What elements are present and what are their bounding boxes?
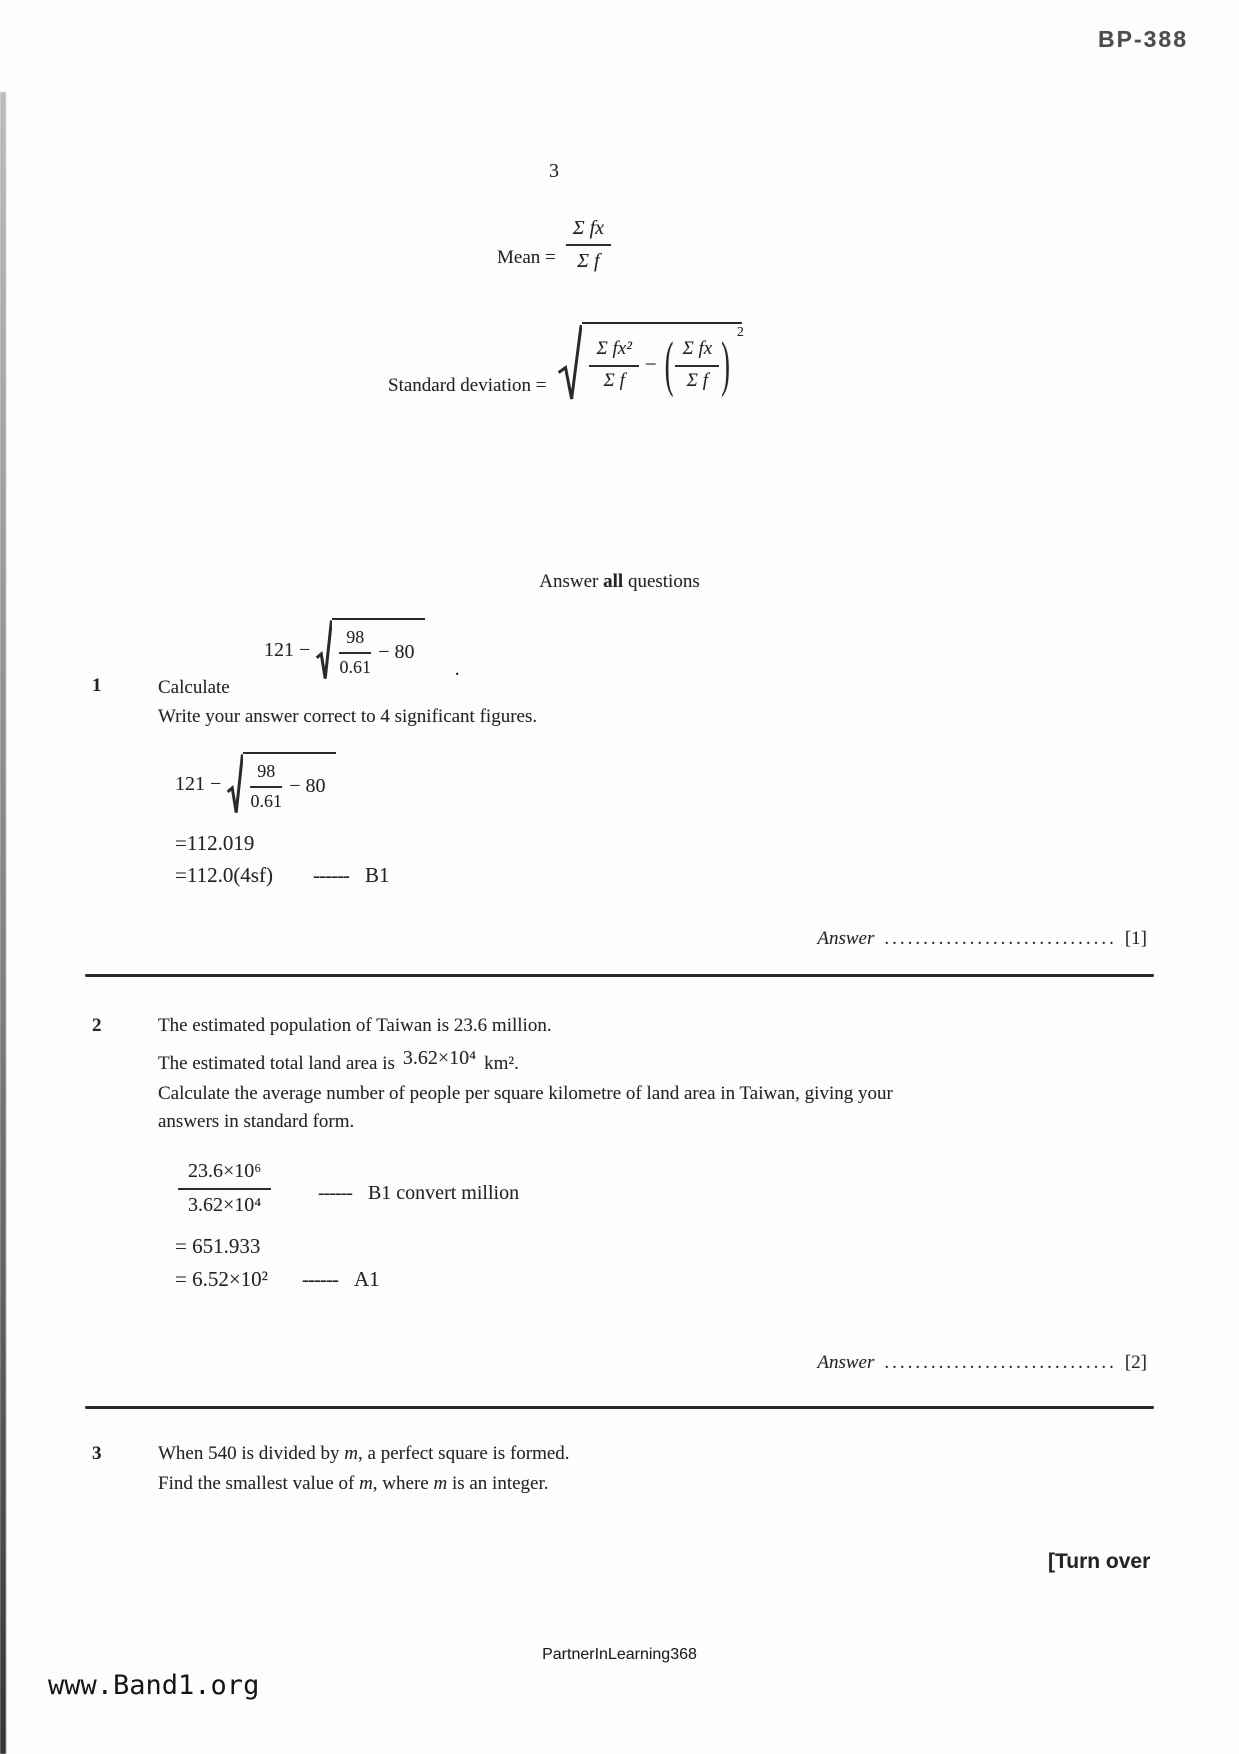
- q2-line4: answers in standard form.: [158, 1111, 355, 1132]
- q1-work-denominator: 0.61: [250, 791, 283, 812]
- q2-line3: Calculate the average number of people per square kilometre of land area in Taiwan, giving your: [158, 1083, 893, 1104]
- q1-working-line2: =112.019: [175, 831, 255, 855]
- q1-square-root: [315, 618, 424, 682]
- q1-expr-period: .: [454, 657, 460, 680]
- sd-fraction-2: [675, 336, 719, 393]
- q1-work-square-root: [226, 752, 335, 816]
- q2-working-line2: = 651.933: [175, 1234, 261, 1258]
- q2-line2-post: km².: [484, 1053, 519, 1074]
- q2-working-line3: [175, 1266, 380, 1293]
- mark-dashes: ------: [318, 1182, 352, 1204]
- q3-line2-post: is an integer.: [447, 1473, 549, 1494]
- q1-working-line3: [175, 862, 389, 889]
- sd-formula: [388, 322, 742, 403]
- q1-work-numerator: 98: [250, 759, 282, 788]
- q1-work-fraction: [250, 759, 282, 814]
- q1-work-lead: 121 −: [175, 772, 222, 795]
- q1-work-radicand: [243, 752, 335, 816]
- q2-answer-line: [0, 1352, 1147, 1374]
- sd-paren-group: [663, 325, 744, 398]
- right-paren: ): [721, 329, 730, 398]
- q3-line1: [158, 1442, 570, 1467]
- q2-frac-denominator: 3.62×10⁴: [188, 1194, 262, 1216]
- sd-frac2-denominator: Σ f: [686, 370, 708, 391]
- mean-label: Mean =: [497, 247, 556, 269]
- q2-line1: The estimated population of Taiwan is 23.6 million.: [158, 1015, 552, 1036]
- q3-line2: [158, 1472, 549, 1497]
- heading-post: questions: [623, 571, 700, 592]
- q1-expr-numerator: 98: [339, 625, 371, 654]
- q2-number: 2: [92, 1015, 102, 1036]
- sd-exponent: 2: [736, 325, 744, 341]
- section-divider: [85, 974, 1154, 977]
- q1-work-tail: − 80: [289, 775, 326, 798]
- radical-sign-icon: [315, 618, 332, 682]
- page-number: 3: [549, 160, 559, 182]
- q1-expr-tail: − 80: [378, 641, 415, 664]
- q1-answer-line: [0, 928, 1147, 950]
- q1-number: 1: [92, 675, 102, 696]
- mark-dashes: ------: [301, 1267, 338, 1291]
- q3-line2-mid: , where: [372, 1473, 434, 1494]
- q1-work-result: =112.0(4sf): [175, 863, 273, 887]
- sd-frac1-denominator: Σ f: [603, 370, 625, 391]
- mean-denominator: Σ f: [577, 250, 600, 272]
- doc-code: BP-388: [1098, 26, 1188, 52]
- q2-mark-row1: [318, 1180, 519, 1206]
- q1-expression: [264, 618, 460, 682]
- q1-radicand: [332, 618, 424, 682]
- heading-pre: Answer: [539, 571, 604, 592]
- sd-square-root: [556, 322, 744, 403]
- q3-line1-pre: When 540 is divided by: [158, 1443, 345, 1464]
- sd-radicand: [582, 322, 744, 403]
- q2-working-fraction: [178, 1158, 271, 1217]
- sd-minus-sign: −: [644, 352, 657, 377]
- q1-expr-lead: 121 −: [264, 638, 311, 661]
- footer-watermark: PartnerInLearning368: [542, 1646, 697, 1663]
- q3-line1-post: , a perfect square is formed.: [358, 1443, 570, 1464]
- q1-expr-fraction: [339, 625, 371, 680]
- q1-calculate-label: Calculate: [158, 677, 230, 698]
- q2-mark1-code: B1 convert million: [367, 1182, 520, 1204]
- q3-number: 3: [92, 1443, 102, 1464]
- q3-variable-m: m: [433, 1473, 448, 1494]
- q1-mark-code: B1: [364, 863, 390, 887]
- answer-marks: [2]: [1124, 1352, 1147, 1373]
- scan-edge-artifact: [0, 92, 6, 1754]
- q3-variable-m: m: [344, 1443, 359, 1464]
- footer-site-url: www.Band1.org: [48, 1670, 260, 1701]
- radical-sign-icon: [556, 322, 582, 403]
- answer-dots: ..............................: [884, 1352, 1117, 1373]
- q1-working-expression: [175, 752, 336, 816]
- section-heading: [0, 570, 1239, 595]
- radical-sign-icon: [226, 752, 243, 816]
- q3-variable-m: m: [359, 1473, 373, 1494]
- q1-expr-denominator: 0.61: [339, 657, 372, 678]
- q2-line2: [158, 1047, 519, 1077]
- q2-frac-numerator: 23.6×10⁶: [178, 1158, 271, 1190]
- sd-frac1-numerator: Σ fx²: [589, 336, 638, 367]
- mean-numerator: Σ fx: [566, 214, 611, 246]
- q2-mark2-code: A1: [353, 1267, 380, 1291]
- answer-label: Answer: [817, 928, 875, 949]
- q2-line2-pre: The estimated total land area is: [158, 1053, 395, 1074]
- q1-instruction: Write your answer correct to 4 significant figures.: [158, 706, 538, 727]
- q2-land-area-value: 3.62×10⁴: [402, 1047, 477, 1069]
- q2-work-result: = 6.52×10²: [175, 1267, 268, 1291]
- left-paren: (: [664, 329, 674, 398]
- answer-marks: [1]: [1124, 928, 1147, 949]
- mean-fraction: [566, 214, 611, 274]
- mean-formula: [497, 214, 611, 274]
- sd-frac2-numerator: Σ fx: [675, 336, 719, 367]
- section-divider: [85, 1406, 1154, 1409]
- heading-bold: all: [603, 571, 624, 592]
- answer-label: Answer: [817, 1352, 875, 1373]
- turn-over-label: [Turn over: [1048, 1550, 1151, 1573]
- sd-fraction-1: [589, 336, 638, 393]
- answer-dots: ..............................: [884, 928, 1117, 949]
- mark-dashes: ------: [312, 863, 349, 887]
- q3-line2-pre: Find the smallest value of: [158, 1473, 360, 1494]
- sd-label: Standard deviation =: [388, 375, 547, 397]
